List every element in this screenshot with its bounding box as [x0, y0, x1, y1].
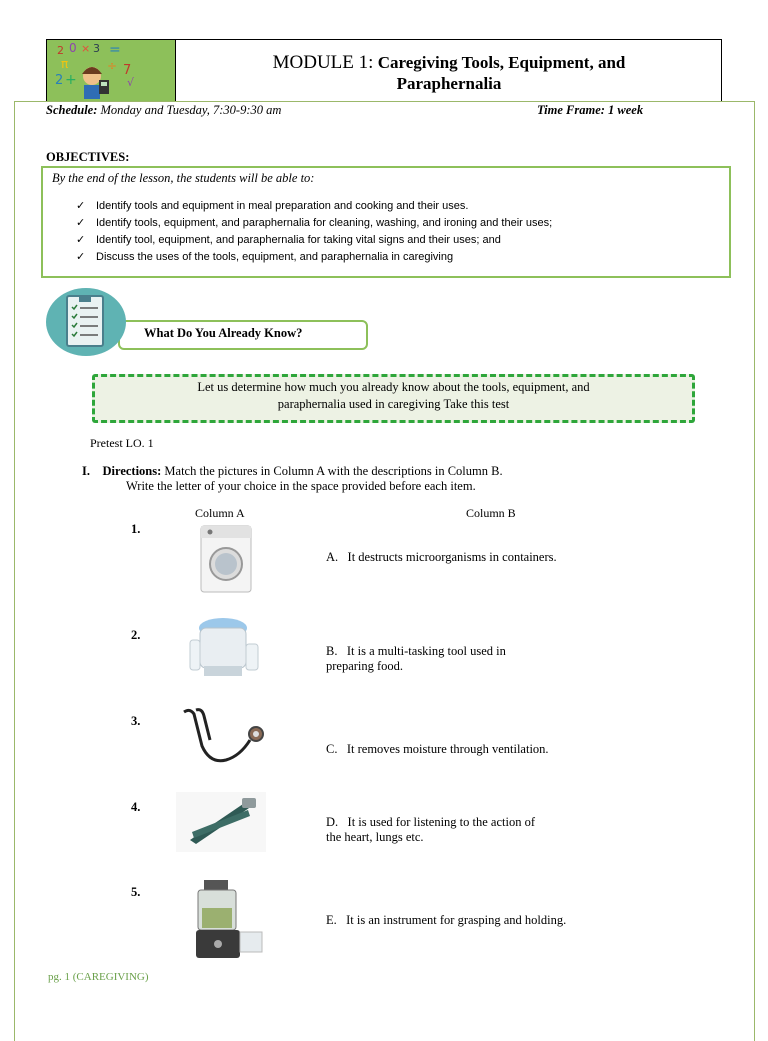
svg-text:3: 3: [93, 42, 100, 55]
intro-line: paraphernalia used in caregiving Take this test: [277, 397, 510, 411]
washing-machine-icon: [198, 524, 254, 594]
desc-text: It is a multi-tasking tool used in: [346, 644, 506, 658]
desc-text-line2: preparing food.: [326, 659, 404, 673]
stethoscope-icon: [180, 706, 266, 770]
directions-label: Directions:: [102, 464, 162, 478]
svg-text:×: ×: [81, 42, 91, 55]
desc-text-line2: the heart, lungs etc.: [326, 830, 424, 844]
title-text-line2: Paraphernalia: [396, 74, 502, 93]
math-kid-logo-icon: [47, 40, 175, 101]
checkmark-icon: ✓: [76, 200, 86, 212]
letter: B.: [326, 644, 338, 658]
svg-text:2: 2: [57, 44, 64, 57]
svg-text:÷: ÷: [107, 59, 118, 73]
objectives-title: OBJECTIVES:: [46, 150, 130, 164]
time-frame: Time Frame: 1 week: [537, 103, 644, 117]
letter: E.: [326, 913, 337, 927]
description-a: [326, 550, 557, 565]
item-number: 4.: [131, 800, 141, 814]
objectives-list: [76, 198, 552, 266]
directions-text: Match the pictures in Column A with the descriptions in Column B.: [161, 464, 503, 478]
schedule-label: Schedule:: [46, 103, 98, 117]
objective-text: Identify tools, equipment, and paraphernalia for cleaning, washing, and ironing and their uses;: [96, 217, 553, 229]
description-b: [326, 644, 506, 674]
objective-text: Identify tool, equipment, and paraphernalia for taking vital signs and their uses; and: [96, 234, 501, 246]
column-a-header: Column A: [195, 506, 245, 520]
checklist-clipboard-icon: [66, 295, 104, 347]
svg-text:0: 0: [69, 41, 77, 55]
desc-text: It is used for listening to the action of: [347, 815, 535, 829]
objective-item: [76, 215, 552, 232]
intro-line: Let us determine how much you already know about the tools, equipment, and: [197, 380, 590, 394]
module-title: [176, 40, 722, 94]
objective-item: [76, 249, 552, 266]
desc-text: It destructs microorganisms in containers.: [347, 550, 557, 564]
svg-text:√: √: [127, 76, 135, 89]
svg-text:7: 7: [123, 63, 132, 78]
objective-text: Discuss the uses of the tools, equipment, and paraphernalia in caregiving: [96, 251, 454, 263]
letter: C.: [326, 742, 338, 756]
pretest-label: Pretest LO. 1: [90, 436, 154, 450]
objective-item: [76, 232, 552, 249]
directions-line2: Write the letter of your choice in the space provided before each item.: [126, 479, 476, 493]
objective-item: [76, 198, 552, 215]
letter: D.: [326, 815, 339, 829]
svg-text:2: 2: [55, 73, 64, 88]
desc-text: It removes moisture through ventilation.: [346, 742, 549, 756]
svg-text:+: +: [65, 72, 77, 88]
page-footer: pg. 1 (CAREGIVING): [48, 971, 149, 983]
objective-text: Identify tools and equipment in meal preparation and cooking and their uses.: [96, 200, 469, 212]
schedule-value: Monday and Tuesday, 7:30-9:30 am: [97, 103, 282, 117]
svg-text:π: π: [61, 57, 69, 71]
intro-text: [100, 379, 687, 413]
description-c: [326, 742, 549, 757]
item-number: 5.: [131, 885, 141, 899]
tongs-icon: [176, 792, 266, 852]
checkmark-icon: ✓: [76, 217, 86, 229]
desc-text: It is an instrument for grasping and holding.: [346, 913, 567, 927]
checkmark-icon: ✓: [76, 234, 86, 246]
svg-text:=: =: [109, 42, 121, 58]
objectives-intro: By the end of the lesson, the students will be able to:: [52, 171, 315, 185]
directions: [82, 464, 503, 479]
checkmark-icon: ✓: [76, 251, 86, 263]
item-number: 1.: [131, 522, 141, 536]
module-label: MODULE 1:: [272, 52, 374, 73]
item-number: 3.: [131, 714, 141, 728]
food-processor-icon: [192, 878, 266, 962]
roman-numeral: I.: [82, 464, 90, 478]
schedule: [46, 103, 281, 118]
description-e: [326, 913, 566, 928]
title-text: Caregiving Tools, Equipment, and: [373, 53, 626, 72]
logo: [47, 40, 176, 101]
description-d: [326, 815, 535, 845]
column-b-header: Column B: [466, 506, 516, 520]
item-number: 2.: [131, 628, 141, 642]
letter: A.: [326, 550, 339, 564]
bottle-sterilizer-icon: [186, 614, 260, 682]
know-heading: What Do You Already Know?: [144, 326, 303, 340]
